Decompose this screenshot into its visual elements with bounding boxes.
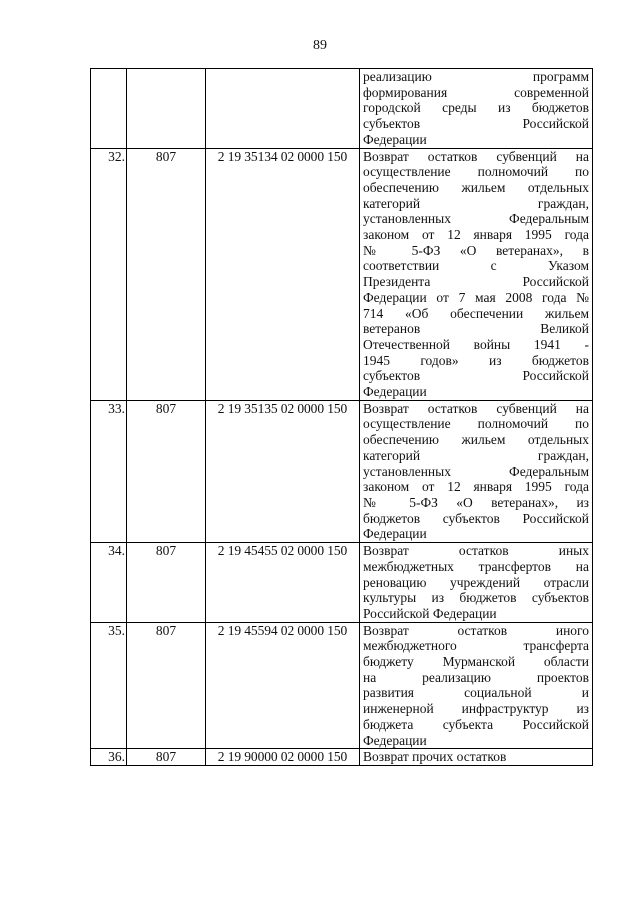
description-cell	[360, 400, 593, 542]
row-number-cell: 32.	[91, 148, 127, 400]
description-cell	[360, 543, 593, 623]
row-number-cell: 35.	[91, 622, 127, 749]
table-row	[91, 148, 593, 400]
description-line: Федерации	[363, 384, 427, 400]
description-line: формирования современной	[363, 84, 589, 100]
table-body	[91, 69, 593, 766]
description-line: культуры из бюджетов субъектов	[363, 590, 589, 606]
administrator-code-cell: 807	[127, 543, 206, 623]
description-line: 714 «Об обеспечении жильем	[363, 305, 589, 321]
description-line: Возврат остатков иных	[363, 543, 589, 559]
description-line: Возврат прочих остатков	[363, 749, 507, 765]
budget-codes-table	[90, 68, 593, 766]
description-line: ветеранов Великой	[363, 321, 589, 337]
description-line: Возврат остатков иного	[363, 622, 589, 638]
description-line: законом от 12 января 1995 года	[363, 227, 589, 243]
budget-classification-code-cell: 2 19 35134 02 0000 150	[206, 148, 360, 400]
description-line: Возврат остатков субвенций на	[363, 148, 589, 164]
description-line: 1945 годов» из бюджетов	[363, 352, 589, 368]
description-line: Федерации от 7 мая 2008 года №	[363, 289, 589, 305]
description-line: межбюджетных трансфертов на	[363, 558, 589, 574]
description-line: категорий граждан,	[363, 195, 589, 211]
administrator-code-cell: 807	[127, 622, 206, 749]
budget-classification-code-cell: 2 19 45594 02 0000 150	[206, 622, 360, 749]
table-row	[91, 543, 593, 623]
description-line: № 5-ФЗ «О ветеранах», в	[363, 242, 589, 258]
table-row	[91, 400, 593, 542]
description-line: осуществление полномочий по	[363, 164, 589, 180]
description-line: Российской Федерации	[363, 605, 497, 621]
administrator-code-cell: 807	[127, 749, 206, 766]
budget-classification-code-cell: 2 19 90000 02 0000 150	[206, 749, 360, 766]
budget-classification-code-cell: 2 19 45455 02 0000 150	[206, 543, 360, 623]
description-line: установленных Федеральным	[363, 211, 589, 227]
description-line: бюджету Мурманской области	[363, 654, 589, 670]
budget-classification-code-cell	[206, 69, 360, 149]
administrator-code-cell: 807	[127, 400, 206, 542]
description-line: обеспечению жильем отдельных	[363, 179, 589, 195]
description-line: Отечественной войны 1941 -	[363, 336, 589, 352]
row-number-cell	[91, 69, 127, 149]
description-line: категорий граждан,	[363, 447, 589, 463]
table-row	[91, 749, 593, 766]
description-line: на реализацию проектов	[363, 669, 589, 685]
description-line: Возврат остатков субвенций на	[363, 400, 589, 416]
table-row	[91, 69, 593, 149]
description-line: субъектов Российской	[363, 116, 589, 132]
description-line: бюджетов субъектов Российской	[363, 510, 589, 526]
description-line: межбюджетного трансферта	[363, 638, 589, 654]
row-number-cell: 36.	[91, 749, 127, 766]
description-line: развития социальной и	[363, 685, 589, 701]
description-cell	[360, 749, 593, 766]
description-cell	[360, 148, 593, 400]
description-line: Федерации	[363, 732, 427, 748]
budget-classification-code-cell: 2 19 35135 02 0000 150	[206, 400, 360, 542]
description-line: городской среды из бюджетов	[363, 100, 589, 116]
row-number-cell: 33.	[91, 400, 127, 542]
description-line: обеспечению жильем отдельных	[363, 432, 589, 448]
table-row	[91, 622, 593, 749]
description-line: реализацию программ	[363, 69, 589, 84]
description-cell	[360, 69, 593, 149]
description-line: Федерации	[363, 131, 427, 147]
description-line: № 5-ФЗ «О ветеранах», из	[363, 494, 589, 510]
description-line: инженерной инфраструктур из	[363, 701, 589, 717]
description-line: осуществление полномочий по	[363, 416, 589, 432]
description-cell	[360, 622, 593, 749]
administrator-code-cell: 807	[127, 148, 206, 400]
description-line: законом от 12 января 1995 года	[363, 479, 589, 495]
description-line: Президента Российской	[363, 274, 589, 290]
description-line: Федерации	[363, 526, 427, 542]
description-line: реновацию учреждений отрасли	[363, 574, 589, 590]
row-number-cell: 34.	[91, 543, 127, 623]
administrator-code-cell	[127, 69, 206, 149]
description-line: соответствии с Указом	[363, 258, 589, 274]
description-line: установленных Федеральным	[363, 463, 589, 479]
page-number: 89	[313, 38, 327, 53]
description-line: субъектов Российской	[363, 368, 589, 384]
description-line: бюджета субъекта Российской	[363, 716, 589, 732]
